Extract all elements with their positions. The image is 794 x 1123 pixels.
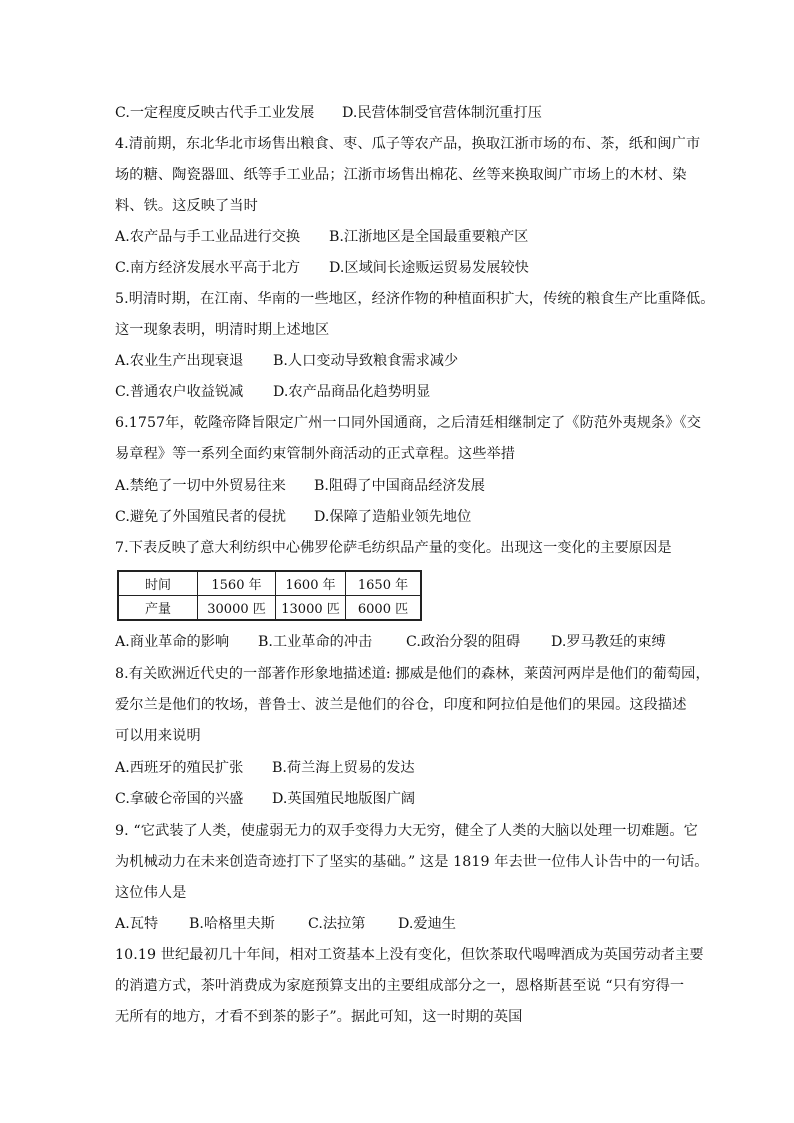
table-row: [118, 596, 421, 621]
q10-stem-line-2: 的消遣方式，茶叶消费成为家庭预算支出的主要组成部分之一，恩格斯甚至说 “只有穷得一: [115, 978, 685, 994]
q4-option-b: B.江浙地区是全国最重要粮产区: [329, 229, 529, 245]
q3-option-d: D.民营体制受官营体制沉重打压: [342, 105, 542, 121]
table-header-label: 时间: [118, 571, 198, 596]
q6-option-d: D.保障了造船业领先地位: [314, 509, 472, 525]
q4-option-c: C.南方经济发展水平高于北方: [115, 260, 301, 276]
q5-stem-line-2: 这一现象表明，明清时期上述地区: [115, 322, 330, 338]
q5-option-b: B.人口变动导致粮食需求减少: [273, 353, 459, 369]
q9-stem-line-1: 9. “它武装了人类，使虚弱无力的双手变得力大无穷，健全了人类的大脑以处理一切难题。它: [115, 823, 698, 839]
q5-option-c: C.普通农户收益锐减: [115, 384, 244, 400]
q6-option-a: A.禁绝了一切中外贸易往来: [115, 478, 286, 494]
q6-stem-line-1: 6.1757年，乾隆帝降旨限定广州一口同外国通商，之后清廷相继制定了《防范外夷规条》《交: [115, 415, 702, 431]
table-year-2: 1600 年: [276, 571, 346, 596]
q8-option-b: B.荷兰海上贸易的发达: [272, 760, 415, 776]
q9-option-c: C.法拉第: [308, 916, 366, 932]
q5-stem-line-1: 5.明清时期，在江南、华南的一些地区，经济作物的种植面积扩大，传统的粮食生产比重降低。: [115, 291, 715, 307]
table-row: [118, 571, 421, 596]
q7-option-d: D.罗马教廷的束缚: [551, 634, 666, 650]
q8-stem-line-1: 8.有关欧洲近代史的一部著作形象地描述道: 挪威是他们的森林，莱茵河两岸是他们的葡萄园，: [115, 666, 710, 682]
q9-option-a: A.瓦特: [115, 916, 159, 932]
q6-stem-line-2: 易章程》等一系列全面约束管制外商活动的正式章程。这些举措: [115, 446, 516, 462]
q8-option-c: C.拿破仑帝国的兴盛: [115, 791, 244, 807]
table-row-label: 产量: [118, 596, 198, 621]
q9-option-b: B.哈格里夫斯: [189, 916, 275, 932]
table-output-1: 30000 匹: [198, 596, 276, 621]
q7-stem: 7.下表反映了意大利纺织中心佛罗伦萨毛纺织品产量的变化。出现这一变化的主要原因是: [115, 540, 672, 556]
q7-option-c: C.政治分裂的阻碍: [406, 634, 521, 650]
table-output-3: 6000 匹: [346, 596, 422, 621]
table-year-3: 1650 年: [346, 571, 422, 596]
q5-option-a: A.农业生产出现衰退: [115, 353, 244, 369]
q9-option-d: D.爱迪生: [398, 916, 456, 932]
q10-stem-line-3: 无所有的地方，才看不到茶的影子”。据此可知，这一时期的英国: [115, 1009, 523, 1025]
q7-option-a: A.商业革命的影响: [115, 634, 230, 650]
q7-data-table: [117, 570, 422, 621]
table-output-2: 13000 匹: [276, 596, 346, 621]
q5-option-d: D.农产品商品化趋势明显: [273, 384, 431, 400]
q4-option-a: A.农产品与手工业品进行交换: [115, 229, 301, 245]
q9-stem-line-3: 这位伟人是: [115, 885, 187, 901]
q6-option-c: C.避免了外国殖民者的侵扰: [115, 509, 286, 525]
q7-option-b: B.工业革命的冲击: [258, 634, 373, 650]
q8-option-d: D.英国殖民地版图广阔: [272, 791, 416, 807]
q3-option-c: C.一定程度反映古代手工业发展: [115, 105, 315, 121]
q8-stem-line-2: 爱尔兰是他们的牧场，普鲁士、波兰是他们的谷仓，印度和阿拉伯是他们的果园。这段描述: [115, 697, 687, 713]
q10-stem-line-1: 10.19 世纪最初几十年间，相对工资基本上没有变化，但饮茶取代喝啤酒成为英国劳动者主要: [115, 947, 704, 963]
q4-stem-line-2: 场的糖、陶瓷器皿、纸等手工业品；江浙市场售出棉花、丝等来换取闽广市场上的木材、染: [115, 167, 687, 183]
q8-option-a: A.西班牙的殖民扩张: [115, 760, 244, 776]
q4-stem-line-3: 料、铁。这反映了当时: [115, 198, 258, 214]
q9-stem-line-2: 为机械动力在未来创造奇迹打下了坚实的基础。” 这是 1819 年去世一位伟人讣告中的一句话。: [115, 854, 709, 870]
q4-option-d: D.区域间长途贩运贸易发展较快: [329, 260, 529, 276]
q6-option-b: B.阻碍了中国商品经济发展: [314, 478, 485, 494]
table-year-1: 1560 年: [198, 571, 276, 596]
q4-stem-line-1: 4.清前期，东北华北市场售出粮食、枣、瓜子等农产品，换取江浙市场的布、茶，纸和闽广市: [115, 136, 701, 152]
q8-stem-line-3: 可以用来说明: [115, 728, 201, 744]
